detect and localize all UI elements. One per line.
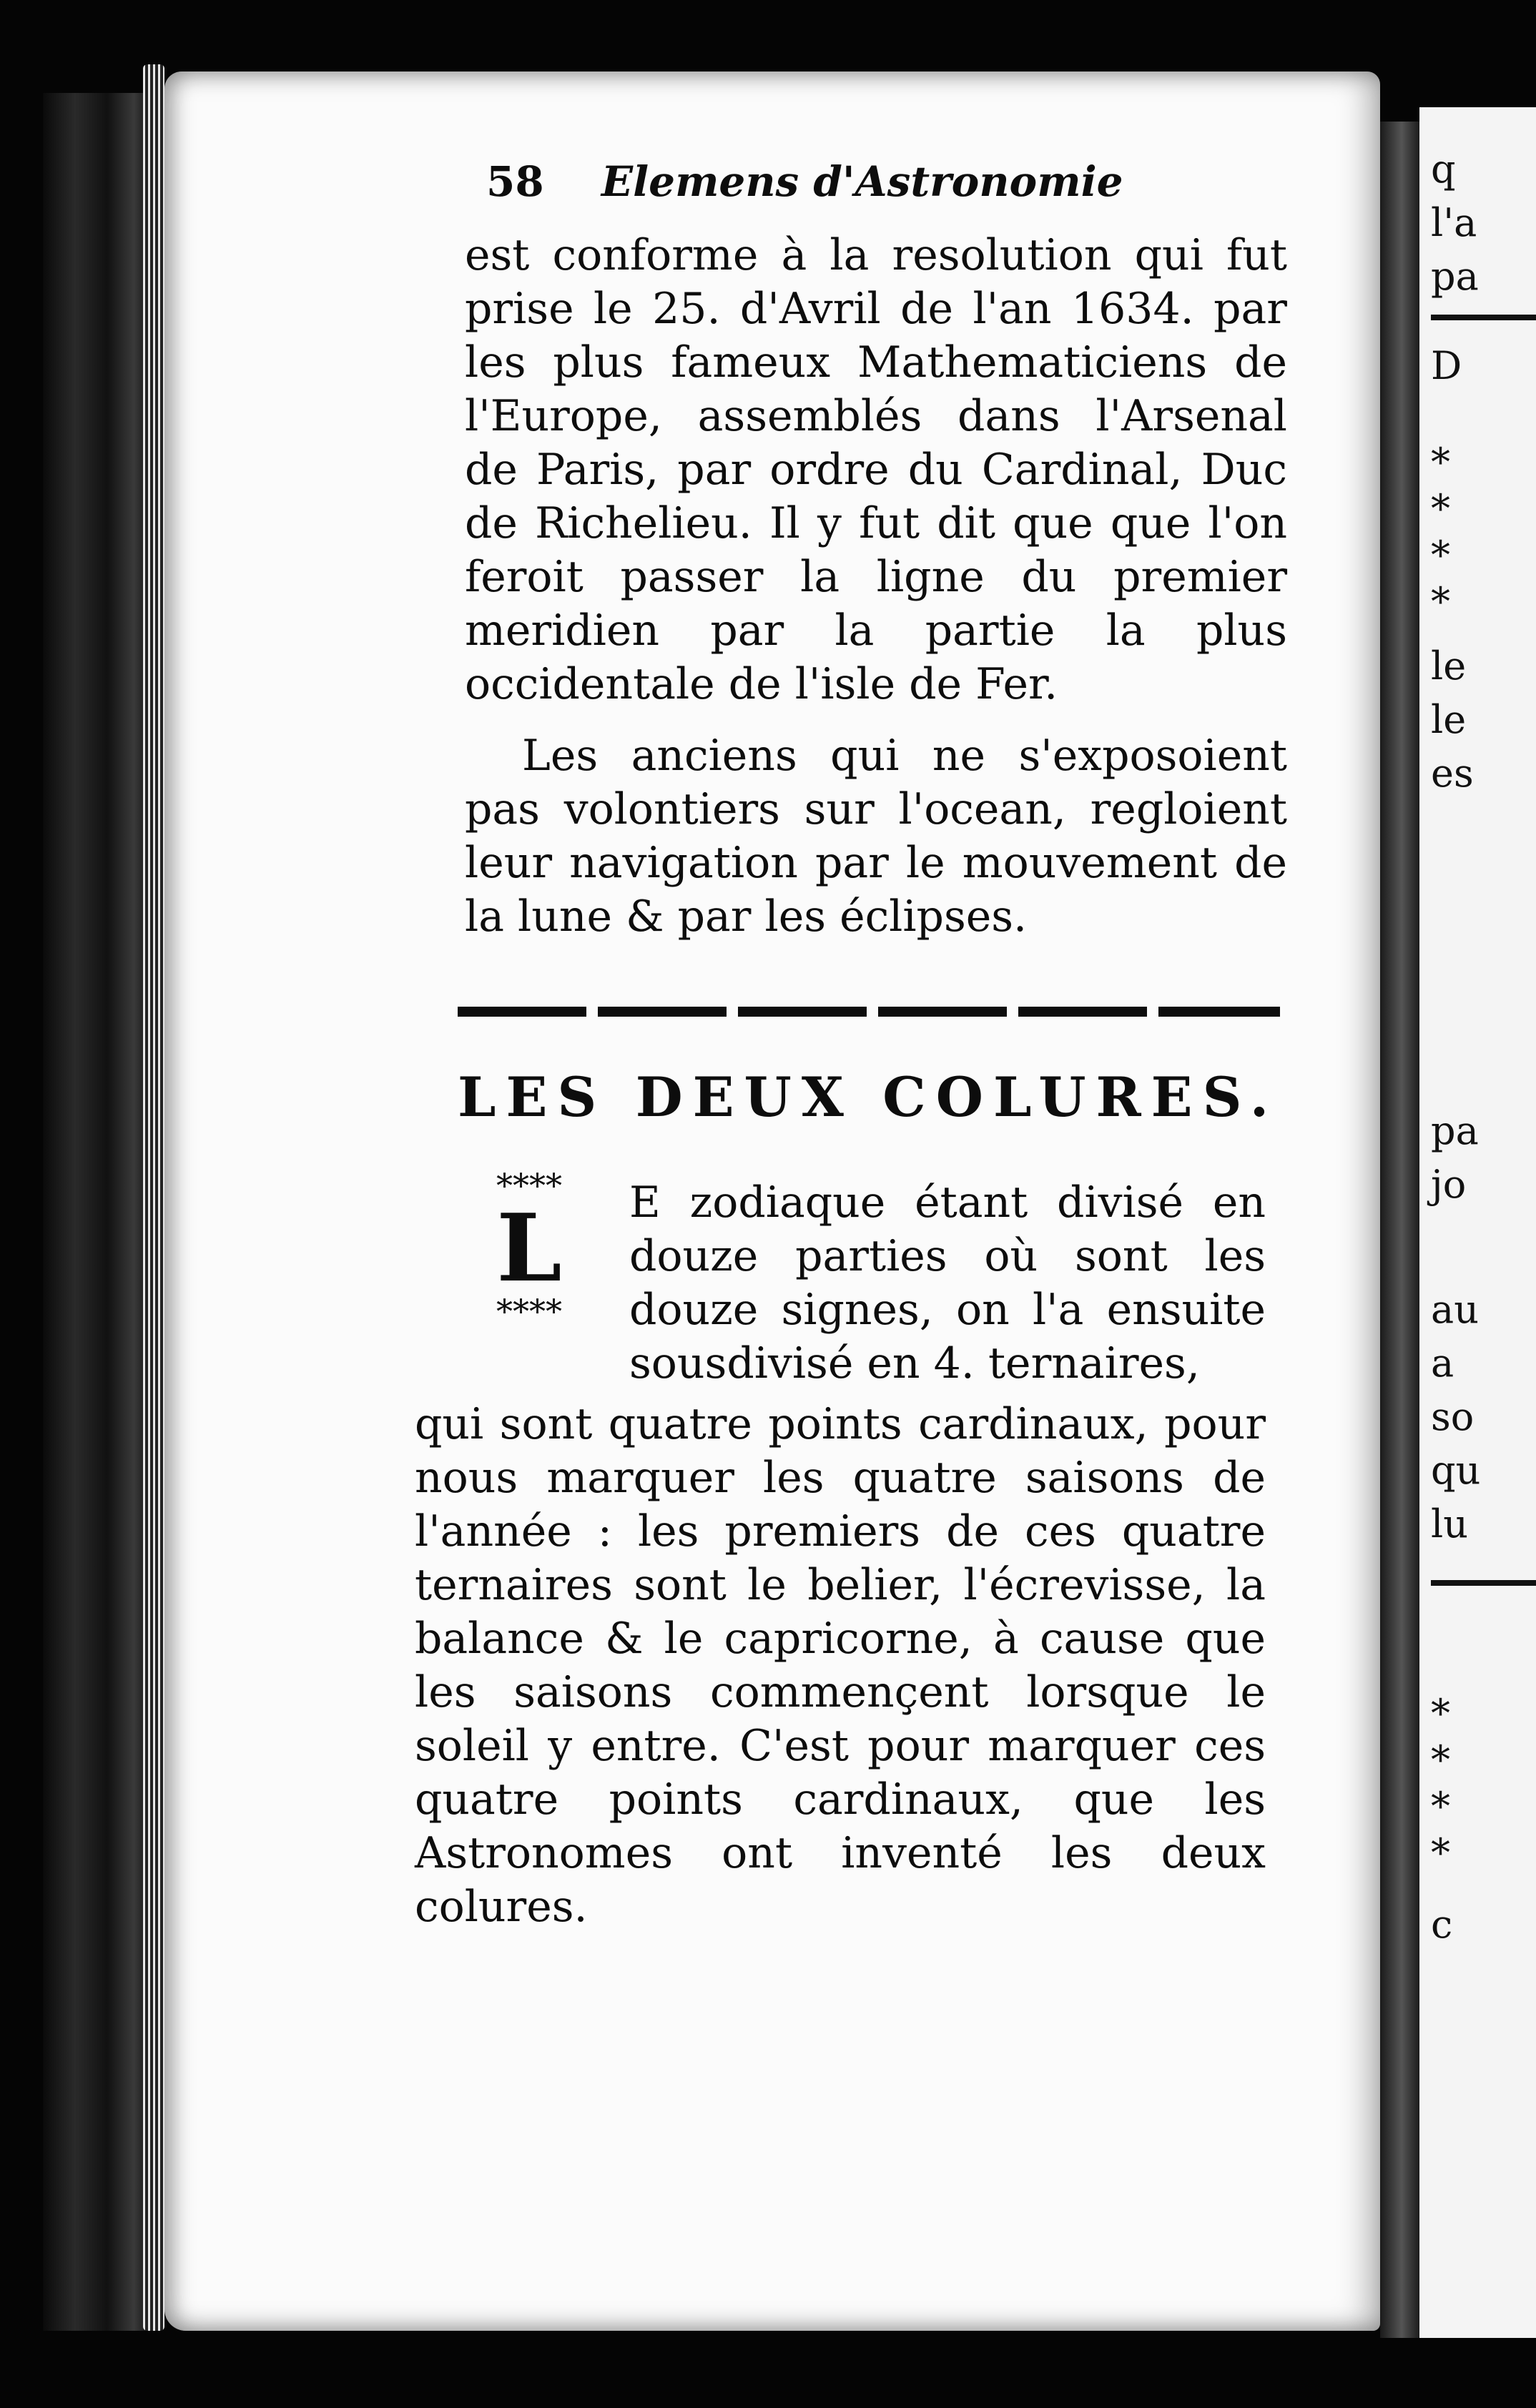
facing-fragment: le xyxy=(1431,697,1467,742)
ornamental-rule xyxy=(458,1007,1280,1017)
facing-page xyxy=(1419,107,1536,2338)
paragraph: est conforme à la resolution qui fut prise le 25. d'Avril de l'an 1634. par les plus fameux Mathematiciens de l'Europe, assemblés dans l'Arsenal de Paris, par ordre du Cardinal, Duc de Richelieu. Il y fut dit que que l'on feroit passer la ligne du premier meridien par la partie la plus occidentale de l'isle de Fer. xyxy=(465,230,1287,709)
drop-cap xyxy=(440,1165,619,1351)
facing-fragment: so xyxy=(1431,1394,1475,1439)
facing-fragment: * xyxy=(1431,1784,1450,1829)
paragraph: Les anciens qui ne s'exposoient pas volontiers sur l'ocean, regloient leur navigation par le mouvement de la lune & par les éclipses. xyxy=(465,731,1287,942)
facing-fragment: es xyxy=(1431,751,1474,796)
facing-fragment: * xyxy=(1431,1830,1450,1875)
facing-fragment: D xyxy=(1431,343,1462,388)
facing-fragment: * xyxy=(1431,486,1450,531)
section-heading: LES DEUX COLURES. xyxy=(458,1065,1279,1129)
facing-fragment: c xyxy=(1431,1902,1453,1947)
running-head xyxy=(486,157,1201,206)
facing-rule xyxy=(1431,1580,1536,1586)
facing-fragment: jo xyxy=(1431,1162,1467,1207)
facing-fragment: * xyxy=(1431,579,1450,624)
facing-fragment: le xyxy=(1431,643,1467,689)
facing-fragment: * xyxy=(1431,1691,1450,1736)
facing-rule xyxy=(1431,315,1536,320)
drop-cap-ornament-bottom: **** xyxy=(496,1292,562,1331)
facing-fragment: pa xyxy=(1431,254,1479,299)
paragraph-opening: E zodiaque étant divisé en douze parties où sont les douze signes, on l'a ensuite sousdivisé en 4. ternaires, xyxy=(629,1178,1266,1388)
facing-fragment: * xyxy=(1431,440,1450,485)
book-gutter xyxy=(1380,122,1423,2338)
facing-fragment: a xyxy=(1431,1341,1454,1386)
facing-fragment: qu xyxy=(1431,1448,1481,1493)
facing-fragment: l'a xyxy=(1431,200,1477,245)
facing-fragment: pa xyxy=(1431,1108,1479,1153)
facing-fragment: lu xyxy=(1431,1501,1469,1546)
running-title: Elemens d'Astronomie xyxy=(601,157,1123,206)
facing-fragment: q xyxy=(1431,147,1456,192)
paragraph: qui sont quatre points cardinaux, pour nous marquer les quatre saisons de l'année : les premiers de ces quatre ternaires sont le belier, l'écrevisse, la balance & le capricorne, à cause que les saisons commençent lorsque le soleil y entre. C'est pour marquer ces quatre points cardinaux, que les Astronomes ont inventé les deux colures. xyxy=(415,1399,1266,1932)
drop-cap-ornament-top: **** xyxy=(496,1166,562,1205)
book-spine xyxy=(43,93,150,2331)
facing-fragment: au xyxy=(1431,1287,1479,1332)
page-edges xyxy=(143,64,164,2331)
facing-fragment: * xyxy=(1431,533,1450,578)
drop-cap-letter: L xyxy=(496,1193,562,1303)
page-number: 58 xyxy=(486,157,544,206)
facing-fragment: * xyxy=(1431,1737,1450,1782)
